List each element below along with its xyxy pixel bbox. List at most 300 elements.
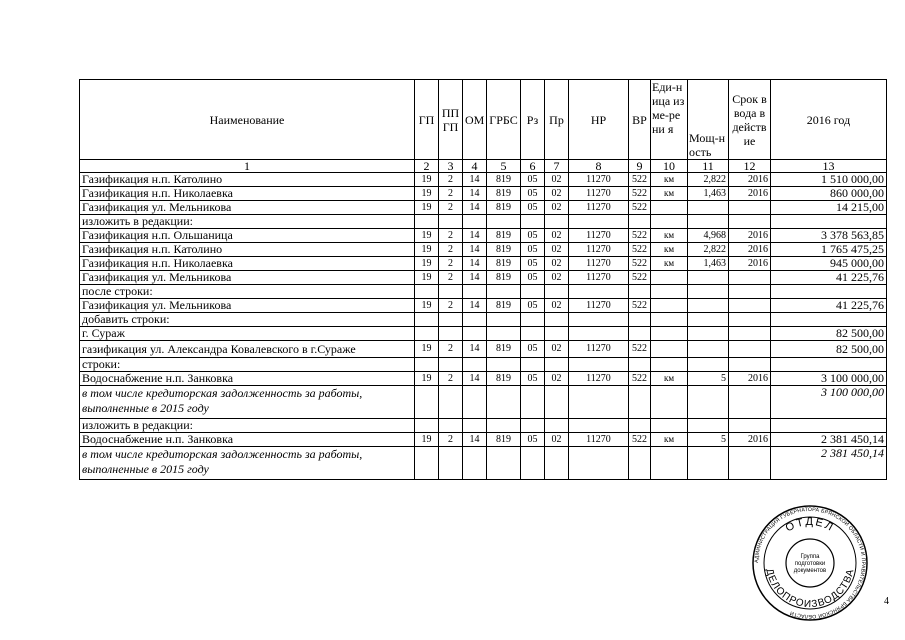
cell-term bbox=[729, 215, 771, 229]
cell-om bbox=[463, 447, 487, 480]
cell-nr: 11270 bbox=[569, 173, 629, 187]
header-unit: Еди-ница изме-рени я bbox=[651, 80, 688, 160]
cell-term bbox=[729, 447, 771, 480]
cell-om: 14 bbox=[463, 341, 487, 358]
cell-nr: 11270 bbox=[569, 201, 629, 215]
cell-grbs bbox=[487, 327, 521, 341]
cell-power bbox=[688, 358, 729, 372]
table-body bbox=[80, 173, 887, 480]
cell-ppgp bbox=[439, 358, 463, 372]
column-number: 10 bbox=[651, 160, 688, 173]
cell-term bbox=[729, 386, 771, 419]
table-row bbox=[80, 358, 887, 372]
cell-gp: 19 bbox=[415, 173, 439, 187]
cell-om: 14 bbox=[463, 299, 487, 313]
cell-ppgp bbox=[439, 313, 463, 327]
cell-pr: 02 bbox=[545, 257, 569, 271]
cell-pr bbox=[545, 419, 569, 433]
cell-name: Газификация н.п. Николаевка bbox=[80, 187, 415, 201]
cell-nr: 11270 bbox=[569, 372, 629, 386]
cell-grbs: 819 bbox=[487, 341, 521, 358]
stamp-center-line3: документов bbox=[793, 568, 827, 574]
cell-ppgp bbox=[439, 419, 463, 433]
cell-grbs bbox=[487, 358, 521, 372]
cell-nr bbox=[569, 419, 629, 433]
cell-om bbox=[463, 313, 487, 327]
cell-gp bbox=[415, 285, 439, 299]
table-row bbox=[80, 201, 887, 215]
cell-power bbox=[688, 271, 729, 285]
cell-grbs bbox=[487, 313, 521, 327]
cell-nr: 11270 bbox=[569, 433, 629, 447]
cell-vr: 522 bbox=[629, 243, 651, 257]
cell-gp: 19 bbox=[415, 229, 439, 243]
budget-table bbox=[79, 79, 887, 480]
cell-rz bbox=[521, 215, 545, 229]
cell-name: Газификация н.п. Католино bbox=[80, 243, 415, 257]
cell-gp: 19 bbox=[415, 257, 439, 271]
column-number: 12 bbox=[729, 160, 771, 173]
cell-name: Водоснабжение н.п. Занковка bbox=[80, 433, 415, 447]
cell-name: Газификация ул. Мельникова bbox=[80, 299, 415, 313]
cell-power: 1,463 bbox=[688, 257, 729, 271]
cell-om bbox=[463, 285, 487, 299]
page-number: 4 bbox=[884, 596, 889, 607]
cell-unit: км bbox=[651, 187, 688, 201]
cell-name: в том числе кредиторская задолженность за работы, выполненные в 2015 году bbox=[80, 386, 415, 419]
cell-name: добавить строки: bbox=[80, 313, 415, 327]
cell-power bbox=[688, 386, 729, 419]
cell-power bbox=[688, 201, 729, 215]
cell-rz: 05 bbox=[521, 433, 545, 447]
stamp-center-line1: Группа bbox=[800, 554, 820, 560]
cell-unit bbox=[651, 358, 688, 372]
cell-name: строки: bbox=[80, 358, 415, 372]
cell-nr bbox=[569, 327, 629, 341]
cell-gp bbox=[415, 313, 439, 327]
column-number: 3 bbox=[439, 160, 463, 173]
cell-grbs: 819 bbox=[487, 201, 521, 215]
cell-amount: 3 378 563,85 bbox=[771, 229, 887, 243]
cell-om bbox=[463, 386, 487, 419]
column-number: 6 bbox=[521, 160, 545, 173]
cell-nr bbox=[569, 313, 629, 327]
cell-unit: км bbox=[651, 257, 688, 271]
column-number-row bbox=[80, 160, 887, 173]
cell-vr: 522 bbox=[629, 271, 651, 285]
column-number: 13 bbox=[771, 160, 887, 173]
cell-ppgp bbox=[439, 285, 463, 299]
cell-gp bbox=[415, 358, 439, 372]
cell-grbs: 819 bbox=[487, 372, 521, 386]
cell-ppgp bbox=[439, 386, 463, 419]
cell-ppgp: 2 bbox=[439, 341, 463, 358]
cell-pr bbox=[545, 327, 569, 341]
cell-power: 4,968 bbox=[688, 229, 729, 243]
cell-amount: 1 510 000,00 bbox=[771, 173, 887, 187]
cell-grbs: 819 bbox=[487, 173, 521, 187]
cell-pr: 02 bbox=[545, 433, 569, 447]
cell-amount: 14 215,00 bbox=[771, 201, 887, 215]
cell-rz bbox=[521, 285, 545, 299]
cell-term bbox=[729, 419, 771, 433]
cell-pr bbox=[545, 447, 569, 480]
header-gp: ГП bbox=[415, 80, 439, 160]
cell-name: после строки: bbox=[80, 285, 415, 299]
cell-power bbox=[688, 215, 729, 229]
table-row bbox=[80, 313, 887, 327]
cell-amount: 945 000,00 bbox=[771, 257, 887, 271]
header-nr: НР bbox=[569, 80, 629, 160]
cell-vr bbox=[629, 327, 651, 341]
cell-amount: 82 500,00 bbox=[771, 327, 887, 341]
cell-term bbox=[729, 271, 771, 285]
cell-gp bbox=[415, 419, 439, 433]
cell-unit bbox=[651, 215, 688, 229]
cell-amount: 3 100 000,00 bbox=[771, 386, 887, 419]
cell-ppgp: 2 bbox=[439, 243, 463, 257]
cell-ppgp: 2 bbox=[439, 372, 463, 386]
table-row bbox=[80, 372, 887, 386]
cell-nr: 11270 bbox=[569, 271, 629, 285]
cell-vr: 522 bbox=[629, 173, 651, 187]
cell-om: 14 bbox=[463, 372, 487, 386]
cell-gp bbox=[415, 447, 439, 480]
cell-rz: 05 bbox=[521, 257, 545, 271]
cell-rz: 05 bbox=[521, 173, 545, 187]
cell-rz: 05 bbox=[521, 187, 545, 201]
cell-name: Газификация ул. Мельникова bbox=[80, 271, 415, 285]
cell-grbs: 819 bbox=[487, 187, 521, 201]
cell-nr: 11270 bbox=[569, 229, 629, 243]
cell-power: 1,463 bbox=[688, 187, 729, 201]
table-row bbox=[80, 447, 887, 480]
cell-vr bbox=[629, 313, 651, 327]
table-row bbox=[80, 243, 887, 257]
cell-name: Газификация н.п. Ольшаница bbox=[80, 229, 415, 243]
department-stamp bbox=[752, 505, 868, 621]
cell-term bbox=[729, 341, 771, 358]
cell-ppgp: 2 bbox=[439, 201, 463, 215]
cell-om: 14 bbox=[463, 243, 487, 257]
table-row bbox=[80, 327, 887, 341]
cell-term: 2016 bbox=[729, 433, 771, 447]
cell-rz: 05 bbox=[521, 372, 545, 386]
cell-name: газификация ул. Александра Ковалевского в г.Сураже bbox=[80, 341, 415, 358]
cell-nr bbox=[569, 358, 629, 372]
cell-gp: 19 bbox=[415, 243, 439, 257]
cell-gp: 19 bbox=[415, 187, 439, 201]
cell-vr: 522 bbox=[629, 201, 651, 215]
cell-grbs bbox=[487, 215, 521, 229]
table-row bbox=[80, 229, 887, 243]
svg-text:ОТДЕЛ bbox=[784, 516, 837, 534]
cell-grbs: 819 bbox=[487, 257, 521, 271]
cell-amount: 41 225,76 bbox=[771, 299, 887, 313]
cell-unit bbox=[651, 299, 688, 313]
cell-grbs: 819 bbox=[487, 433, 521, 447]
cell-rz bbox=[521, 327, 545, 341]
cell-grbs bbox=[487, 419, 521, 433]
cell-vr: 522 bbox=[629, 372, 651, 386]
cell-unit: км bbox=[651, 173, 688, 187]
cell-name: Газификация н.п. Николаевка bbox=[80, 257, 415, 271]
cell-pr: 02 bbox=[545, 187, 569, 201]
cell-pr: 02 bbox=[545, 372, 569, 386]
cell-rz: 05 bbox=[521, 299, 545, 313]
cell-power bbox=[688, 313, 729, 327]
cell-grbs bbox=[487, 447, 521, 480]
cell-name: Водоснабжение н.п. Занковка bbox=[80, 372, 415, 386]
cell-rz bbox=[521, 419, 545, 433]
cell-term bbox=[729, 358, 771, 372]
cell-gp: 19 bbox=[415, 372, 439, 386]
header-rz: Рз bbox=[521, 80, 545, 160]
stamp-title-top: ОТДЕЛ bbox=[783, 515, 837, 535]
header-vr: ВР bbox=[629, 80, 651, 160]
cell-ppgp: 2 bbox=[439, 271, 463, 285]
cell-om: 14 bbox=[463, 257, 487, 271]
cell-vr bbox=[629, 358, 651, 372]
cell-pr: 02 bbox=[545, 299, 569, 313]
cell-ppgp: 2 bbox=[439, 173, 463, 187]
cell-om: 14 bbox=[463, 271, 487, 285]
column-number: 4 bbox=[463, 160, 487, 173]
cell-term bbox=[729, 313, 771, 327]
cell-gp: 19 bbox=[415, 299, 439, 313]
cell-grbs: 819 bbox=[487, 271, 521, 285]
cell-term: 2016 bbox=[729, 173, 771, 187]
cell-vr: 522 bbox=[629, 187, 651, 201]
cell-ppgp bbox=[439, 215, 463, 229]
cell-pr bbox=[545, 313, 569, 327]
header-power: Мощ-ность bbox=[688, 80, 729, 160]
table-row bbox=[80, 215, 887, 229]
cell-grbs: 819 bbox=[487, 229, 521, 243]
cell-amount bbox=[771, 313, 887, 327]
cell-unit: км bbox=[651, 229, 688, 243]
cell-nr: 11270 bbox=[569, 341, 629, 358]
cell-amount: 2 381 450,14 bbox=[771, 433, 887, 447]
column-number: 2 bbox=[415, 160, 439, 173]
cell-rz: 05 bbox=[521, 201, 545, 215]
cell-om: 14 bbox=[463, 173, 487, 187]
cell-power bbox=[688, 341, 729, 358]
cell-om bbox=[463, 358, 487, 372]
cell-name: г. Сураж bbox=[80, 327, 415, 341]
cell-unit bbox=[651, 419, 688, 433]
cell-unit bbox=[651, 447, 688, 480]
cell-power: 5 bbox=[688, 372, 729, 386]
cell-vr bbox=[629, 447, 651, 480]
cell-vr: 522 bbox=[629, 299, 651, 313]
cell-power: 2,822 bbox=[688, 173, 729, 187]
cell-amount bbox=[771, 419, 887, 433]
header-year: 2016 год bbox=[771, 80, 887, 160]
cell-pr: 02 bbox=[545, 341, 569, 358]
cell-nr: 11270 bbox=[569, 187, 629, 201]
cell-gp: 19 bbox=[415, 201, 439, 215]
table-row bbox=[80, 187, 887, 201]
cell-power: 5 bbox=[688, 433, 729, 447]
cell-amount: 860 000,00 bbox=[771, 187, 887, 201]
cell-pr: 02 bbox=[545, 229, 569, 243]
cell-term bbox=[729, 201, 771, 215]
cell-grbs bbox=[487, 386, 521, 419]
cell-amount: 41 225,76 bbox=[771, 271, 887, 285]
cell-name: Газификация н.п. Католино bbox=[80, 173, 415, 187]
cell-rz bbox=[521, 447, 545, 480]
cell-rz: 05 bbox=[521, 229, 545, 243]
cell-unit bbox=[651, 341, 688, 358]
cell-vr bbox=[629, 285, 651, 299]
cell-power bbox=[688, 447, 729, 480]
table-row bbox=[80, 419, 887, 433]
cell-pr bbox=[545, 215, 569, 229]
cell-power bbox=[688, 285, 729, 299]
cell-om: 14 bbox=[463, 201, 487, 215]
cell-om: 14 bbox=[463, 187, 487, 201]
cell-gp: 19 bbox=[415, 341, 439, 358]
table-row bbox=[80, 386, 887, 419]
cell-name: изложить в редакции: bbox=[80, 419, 415, 433]
cell-amount bbox=[771, 358, 887, 372]
cell-om bbox=[463, 419, 487, 433]
cell-term: 2016 bbox=[729, 372, 771, 386]
cell-amount bbox=[771, 285, 887, 299]
cell-vr: 522 bbox=[629, 341, 651, 358]
header-ppgp: ПП ГП bbox=[439, 80, 463, 160]
cell-ppgp: 2 bbox=[439, 257, 463, 271]
cell-term bbox=[729, 327, 771, 341]
cell-rz: 05 bbox=[521, 341, 545, 358]
header-name: Наименование bbox=[80, 80, 415, 160]
cell-gp bbox=[415, 386, 439, 419]
cell-rz: 05 bbox=[521, 271, 545, 285]
cell-om bbox=[463, 327, 487, 341]
cell-pr: 02 bbox=[545, 271, 569, 285]
header-om: ОМ bbox=[463, 80, 487, 160]
cell-name: Газификация ул. Мельникова bbox=[80, 201, 415, 215]
cell-vr: 522 bbox=[629, 229, 651, 243]
table-row bbox=[80, 433, 887, 447]
cell-rz: 05 bbox=[521, 243, 545, 257]
cell-term: 2016 bbox=[729, 187, 771, 201]
cell-power bbox=[688, 327, 729, 341]
column-number: 9 bbox=[629, 160, 651, 173]
table-row bbox=[80, 257, 887, 271]
cell-ppgp bbox=[439, 447, 463, 480]
cell-om: 14 bbox=[463, 433, 487, 447]
column-number: 11 bbox=[688, 160, 729, 173]
cell-ppgp: 2 bbox=[439, 433, 463, 447]
cell-grbs: 819 bbox=[487, 243, 521, 257]
cell-vr bbox=[629, 419, 651, 433]
cell-pr: 02 bbox=[545, 173, 569, 187]
stamp-center-line2: подготовки bbox=[794, 561, 826, 567]
cell-unit bbox=[651, 313, 688, 327]
cell-unit: км bbox=[651, 433, 688, 447]
column-number: 7 bbox=[545, 160, 569, 173]
cell-power bbox=[688, 299, 729, 313]
cell-unit bbox=[651, 271, 688, 285]
cell-nr bbox=[569, 447, 629, 480]
cell-unit: км bbox=[651, 243, 688, 257]
cell-nr: 11270 bbox=[569, 243, 629, 257]
cell-om bbox=[463, 215, 487, 229]
table-row bbox=[80, 285, 887, 299]
stamp-title-bottom: ДЕЛОПРОИЗВОДСТВА bbox=[763, 567, 857, 611]
column-number: 1 bbox=[80, 160, 415, 173]
cell-amount: 1 765 475,25 bbox=[771, 243, 887, 257]
cell-rz bbox=[521, 313, 545, 327]
cell-pr bbox=[545, 358, 569, 372]
cell-amount: 82 500,00 bbox=[771, 341, 887, 358]
table-row bbox=[80, 271, 887, 285]
cell-unit bbox=[651, 285, 688, 299]
table-row bbox=[80, 299, 887, 313]
cell-nr: 11270 bbox=[569, 299, 629, 313]
cell-gp bbox=[415, 327, 439, 341]
cell-pr bbox=[545, 386, 569, 419]
cell-pr bbox=[545, 285, 569, 299]
cell-term bbox=[729, 299, 771, 313]
header-pr: Пр bbox=[545, 80, 569, 160]
cell-ppgp: 2 bbox=[439, 299, 463, 313]
cell-vr: 522 bbox=[629, 433, 651, 447]
cell-unit bbox=[651, 386, 688, 419]
cell-term bbox=[729, 285, 771, 299]
cell-name: в том числе кредиторская задолженность за работы, выполненные в 2015 году bbox=[80, 447, 415, 480]
cell-power bbox=[688, 419, 729, 433]
stamp-outer-text: АДМИНИСТРАЦИЯ ГУБЕРНАТОРА БРЯНСКОЙ ОБЛАСТИ И ПРАВИТЕЛЬСТВА БРЯНСКОЙ ОБЛАСТИ bbox=[753, 506, 867, 620]
cell-nr: 11270 bbox=[569, 257, 629, 271]
cell-nr bbox=[569, 386, 629, 419]
cell-om: 14 bbox=[463, 229, 487, 243]
table-row bbox=[80, 341, 887, 358]
cell-grbs bbox=[487, 285, 521, 299]
cell-vr bbox=[629, 215, 651, 229]
cell-term: 2016 bbox=[729, 257, 771, 271]
cell-gp: 19 bbox=[415, 271, 439, 285]
cell-rz bbox=[521, 358, 545, 372]
header-grbs: ГРБС bbox=[487, 80, 521, 160]
header-term: Срок ввода в действ ие bbox=[729, 80, 771, 160]
column-number: 8 bbox=[569, 160, 629, 173]
cell-unit bbox=[651, 201, 688, 215]
cell-ppgp bbox=[439, 327, 463, 341]
cell-term: 2016 bbox=[729, 229, 771, 243]
cell-nr bbox=[569, 215, 629, 229]
cell-name: изложить в редакции: bbox=[80, 215, 415, 229]
cell-amount: 3 100 000,00 bbox=[771, 372, 887, 386]
cell-power: 2,822 bbox=[688, 243, 729, 257]
cell-pr: 02 bbox=[545, 201, 569, 215]
cell-ppgp: 2 bbox=[439, 229, 463, 243]
cell-vr bbox=[629, 386, 651, 419]
column-number: 5 bbox=[487, 160, 521, 173]
table-row bbox=[80, 173, 887, 187]
cell-unit: км bbox=[651, 372, 688, 386]
cell-term: 2016 bbox=[729, 243, 771, 257]
cell-gp bbox=[415, 215, 439, 229]
cell-unit bbox=[651, 327, 688, 341]
cell-grbs: 819 bbox=[487, 299, 521, 313]
cell-vr: 522 bbox=[629, 257, 651, 271]
cell-ppgp: 2 bbox=[439, 187, 463, 201]
cell-nr bbox=[569, 285, 629, 299]
cell-amount: 2 381 450,14 bbox=[771, 447, 887, 480]
